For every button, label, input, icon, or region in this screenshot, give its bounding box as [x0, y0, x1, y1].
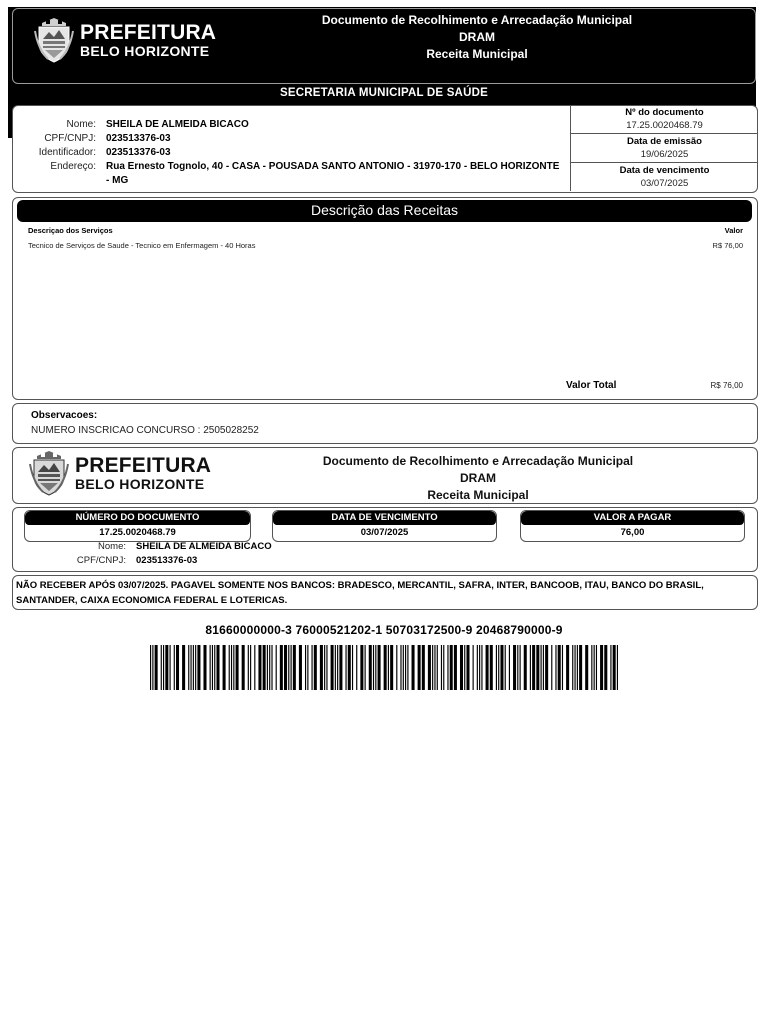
barcode-bar: [284, 645, 287, 690]
payer-address-label: Endereço:: [50, 161, 96, 172]
payment-slip-box: [12, 507, 758, 572]
barcode-bar: [348, 645, 351, 690]
barcode-bar: [229, 645, 230, 690]
slip-document-number: [24, 510, 251, 542]
barcode-bar: [594, 645, 595, 690]
revenues-box: [12, 197, 758, 400]
prefeitura-logo: [34, 17, 216, 63]
barcode-bar: [473, 645, 474, 690]
logo-subtitle-slip: BELO HORIZONTE: [75, 476, 205, 492]
barcode-bar: [505, 645, 506, 690]
barcode-bar: [223, 645, 226, 690]
payer-cpf-value: 023513376-03: [106, 133, 171, 144]
document-number-value: 17.25.0020468.79: [626, 120, 703, 131]
slip-header-line-2: DRAM: [460, 471, 496, 485]
barcode-bar: [536, 645, 539, 690]
barcode-bar: [543, 645, 544, 690]
barcode-bar: [331, 645, 334, 690]
barcode-bar: [152, 645, 153, 690]
barcode-bar: [190, 645, 191, 690]
document-number-cell: [571, 105, 758, 134]
slip-header-titles: [197, 453, 759, 504]
observations-box: [12, 403, 758, 444]
payer-fields: [13, 118, 573, 188]
barcode-bar: [604, 645, 607, 690]
barcode-bar: [150, 645, 151, 690]
barcode-bar: [481, 645, 482, 690]
barcode-bar: [182, 645, 185, 690]
services-column-header: Descriçao dos Serviços: [28, 226, 113, 235]
barcode-bar: [486, 645, 489, 690]
barcode-bar: [242, 645, 245, 690]
barcode-bar: [403, 645, 404, 690]
value-column-header: Valor: [724, 226, 743, 235]
due-date-value: 03/07/2025: [640, 178, 689, 189]
barcode-bar: [254, 645, 255, 690]
barcode-bar: [163, 645, 164, 690]
barcode-bar: [176, 645, 179, 690]
barcode-bar: [365, 645, 366, 690]
barcode-bar: [400, 645, 401, 690]
barcode-bar: [276, 645, 277, 690]
observations-title: Observacoes:: [31, 410, 98, 421]
barcode-bar: [258, 645, 261, 690]
barcode-bar: [369, 645, 372, 690]
header-titles: [196, 12, 758, 63]
barcode-bar: [558, 645, 561, 690]
barcode-bar: [434, 645, 435, 690]
barcode-bar: [210, 645, 211, 690]
payer-cpf-label: CPF/CNPJ:: [44, 133, 96, 144]
secretaria-title: SECRETARIA MUNICIPAL DE SAÚDE: [280, 87, 488, 99]
header-line-2: DRAM: [459, 30, 495, 44]
barcode-bar: [517, 645, 518, 690]
barcode-bar: [188, 645, 189, 690]
barcode-bar: [610, 645, 611, 690]
barcode-bar: [155, 645, 158, 690]
slip-cpf-label: CPF/CNPJ:: [76, 555, 126, 566]
slip-document-number-label: NÚMERO DO DOCUMENTO: [25, 511, 250, 525]
barcode-bar: [566, 645, 569, 690]
barcode-bar: [203, 645, 206, 690]
barcode-bar: [454, 645, 457, 690]
slip-name-label: Nome:: [98, 541, 126, 552]
barcode-bar: [248, 645, 249, 690]
slip-amount-label: VALOR A PAGAR: [521, 511, 744, 525]
barcode-bar: [532, 645, 535, 690]
barcode-bar: [466, 645, 469, 690]
barcode-bar: [572, 645, 573, 690]
barcode-bar: [574, 645, 575, 690]
barcode-bar: [299, 645, 302, 690]
barcode-bar: [500, 645, 503, 690]
payer-info-box: [12, 105, 758, 193]
barcode-bar: [577, 645, 578, 690]
barcode-bar: [562, 645, 563, 690]
barcode-bar: [339, 645, 342, 690]
barcode-bar: [585, 645, 588, 690]
barcode-bar: [443, 645, 444, 690]
barcode-bar: [197, 645, 200, 690]
barcode-bar: [214, 645, 215, 690]
barcode-bar: [375, 645, 376, 690]
barcode-bar: [541, 645, 542, 690]
barcode-bar: [388, 645, 389, 690]
barcode-bar: [432, 645, 433, 690]
barcode-bar: [530, 645, 531, 690]
observations-text: NUMERO INSCRICAO CONCURSO : 2505028252: [31, 425, 259, 436]
document-number-label: Nº do documento: [625, 107, 704, 118]
city-crest-icon: [34, 17, 74, 63]
slip-amount-value: 76,00: [620, 527, 645, 538]
barcode-bar: [311, 645, 312, 690]
slip-due-date-value: 03/07/2025: [360, 527, 409, 538]
barcode-bar: [280, 645, 283, 690]
slip-due-date: [272, 510, 497, 542]
barcode-bar: [236, 645, 239, 690]
barcode-bar: [314, 645, 317, 690]
document-info-panel: [570, 105, 758, 191]
issue-date-value: 19/06/2025: [640, 149, 689, 160]
service-item-description: Tecnico de Serviços de Saude - Tecnico em Enfermagem - 40 Horas: [28, 241, 256, 250]
total-label: Valor Total: [566, 380, 617, 391]
barcode-image: [150, 645, 618, 690]
slip-cpf-row: [13, 555, 513, 566]
barcode-bar: [498, 645, 499, 690]
payer-identifier-label: Identificador:: [38, 147, 96, 158]
barcode-bar: [216, 645, 219, 690]
slip-header-line-1: Documento de Recolhimento e Arrecadação Municipal: [322, 454, 634, 468]
barcode-bar: [271, 645, 272, 690]
barcode-bar: [165, 645, 168, 690]
barcode-bar: [405, 645, 406, 690]
barcode-bar: [422, 645, 425, 690]
barcode-bar: [591, 645, 592, 690]
barcode-bar: [477, 645, 478, 690]
barcode-bar: [384, 645, 387, 690]
barcode-bar: [390, 645, 393, 690]
prefeitura-logo-slip: [29, 450, 211, 496]
service-item-value: R$ 76,00: [712, 241, 743, 250]
barcode-bar: [613, 645, 616, 690]
barcode-bar: [269, 645, 270, 690]
payer-name-row: [13, 118, 573, 132]
logo-title: PREFEITURA: [80, 21, 217, 44]
barcode-bar: [231, 645, 232, 690]
barcode-bar: [396, 645, 397, 690]
city-crest-icon: [29, 450, 69, 496]
payment-notice-text: NÃO RECEBER APÓS 03/07/2025. PAGAVEL SOMENTE NOS BANCOS: BRADESCO, MERCANTIL, SAFRA, INTER, BANCOOB, ITAU, BANCO DO BRASIL, SANTANDER, CAIXA ECONOMICA FEDERAL E LOTERICAS.: [16, 580, 704, 606]
slip-name-value: SHEILA DE ALMEIDA BICACO: [136, 541, 272, 552]
barcode-bar: [352, 645, 353, 690]
issue-date-label: Data de emissão: [627, 136, 702, 147]
barcode-bar: [263, 645, 266, 690]
barcode-bar: [373, 645, 374, 690]
barcode-bar: [335, 645, 336, 690]
barcode-bar: [233, 645, 234, 690]
barcode-bar: [412, 645, 415, 690]
barcode-bar: [288, 645, 289, 690]
barcode-bar: [267, 645, 268, 690]
issue-date-cell: [571, 134, 758, 163]
barcode-bar: [407, 645, 408, 690]
barcode-bar: [174, 645, 175, 690]
barcode-bar: [345, 645, 346, 690]
barcode-bar: [293, 645, 296, 690]
barcode-bar: [320, 645, 323, 690]
due-date-label: Data de vencimento: [619, 165, 710, 176]
barcode-bar: [545, 645, 548, 690]
barcode-bar: [460, 645, 463, 690]
slip-header-line-3: Receita Municipal: [427, 488, 529, 502]
payer-cpf-row: [13, 132, 573, 146]
barcode-bar: [428, 645, 431, 690]
barcode-bar: [193, 645, 194, 690]
barcode-digits: 81660000000-3 76000521202-1 50703172500-9 20468790000-9: [205, 623, 563, 637]
slip-due-date-label: DATA DE VENCIMENTO: [273, 511, 496, 525]
barcode-bar: [600, 645, 603, 690]
barcode-bar: [509, 645, 510, 690]
slip-amount-due: [520, 510, 745, 542]
total-value: R$ 76,00: [710, 381, 743, 390]
payer-name-label: Nome:: [66, 119, 96, 130]
barcode-bar: [291, 645, 292, 690]
barcode-bar: [170, 645, 171, 690]
barcode-bar: [617, 645, 618, 690]
payer-address-row: [13, 160, 573, 188]
barcode-bar: [378, 645, 381, 690]
slip-header-box: [12, 447, 758, 504]
payment-notice-box: [12, 575, 758, 610]
barcode-bar: [524, 645, 527, 690]
barcode-bar: [555, 645, 556, 690]
logo-title-slip: PREFEITURA: [75, 454, 212, 477]
slip-document-number-value: 17.25.0020468.79: [99, 527, 176, 538]
barcode-bar: [450, 645, 453, 690]
slip-cpf-value: 023513376-03: [136, 555, 198, 566]
barcode-bar: [441, 645, 442, 690]
barcode-bar: [250, 645, 251, 690]
barcode-bar: [195, 645, 196, 690]
revenues-title: Descrição das Receitas: [17, 200, 752, 222]
barcode-bar: [305, 645, 306, 690]
barcode-bar: [496, 645, 497, 690]
barcode-bar: [356, 645, 357, 690]
barcode-bar: [418, 645, 421, 690]
header-line-1: Documento de Recolhimento e Arrecadação Municipal: [321, 13, 633, 27]
barcode-bar: [479, 645, 480, 690]
barcode-bar: [513, 645, 516, 690]
slip-name-row: [13, 541, 513, 552]
barcode-bar: [447, 645, 448, 690]
logo-subtitle: BELO HORIZONTE: [80, 43, 210, 59]
barcode-bar: [437, 645, 438, 690]
barcode-bar: [579, 645, 582, 690]
barcode-bar: [307, 645, 308, 690]
barcode-bar: [596, 645, 597, 690]
barcode-bar: [490, 645, 493, 690]
payer-identifier-row: [13, 146, 573, 160]
barcode-bar: [360, 645, 363, 690]
barcode-bar: [337, 645, 338, 690]
payer-identifier-value: 023513376-03: [106, 147, 171, 158]
payer-name-value: SHEILA DE ALMEIDA BICACO: [106, 119, 249, 130]
barcode-bar: [520, 645, 521, 690]
barcode-bar: [464, 645, 465, 690]
barcode-bar: [326, 645, 327, 690]
barcode-bar: [161, 645, 162, 690]
barcode-bar: [551, 645, 552, 690]
barcode-bar: [212, 645, 213, 690]
barcode-bar: [324, 645, 325, 690]
due-date-cell: [571, 163, 758, 191]
payer-address-value: Rua Ernesto Tognolo, 40 - CASA - POUSADA SANTO ANTONIO - 31970-170 - BELO HORIZONTE - MG: [106, 161, 560, 186]
header-line-3: Receita Municipal: [426, 47, 528, 61]
